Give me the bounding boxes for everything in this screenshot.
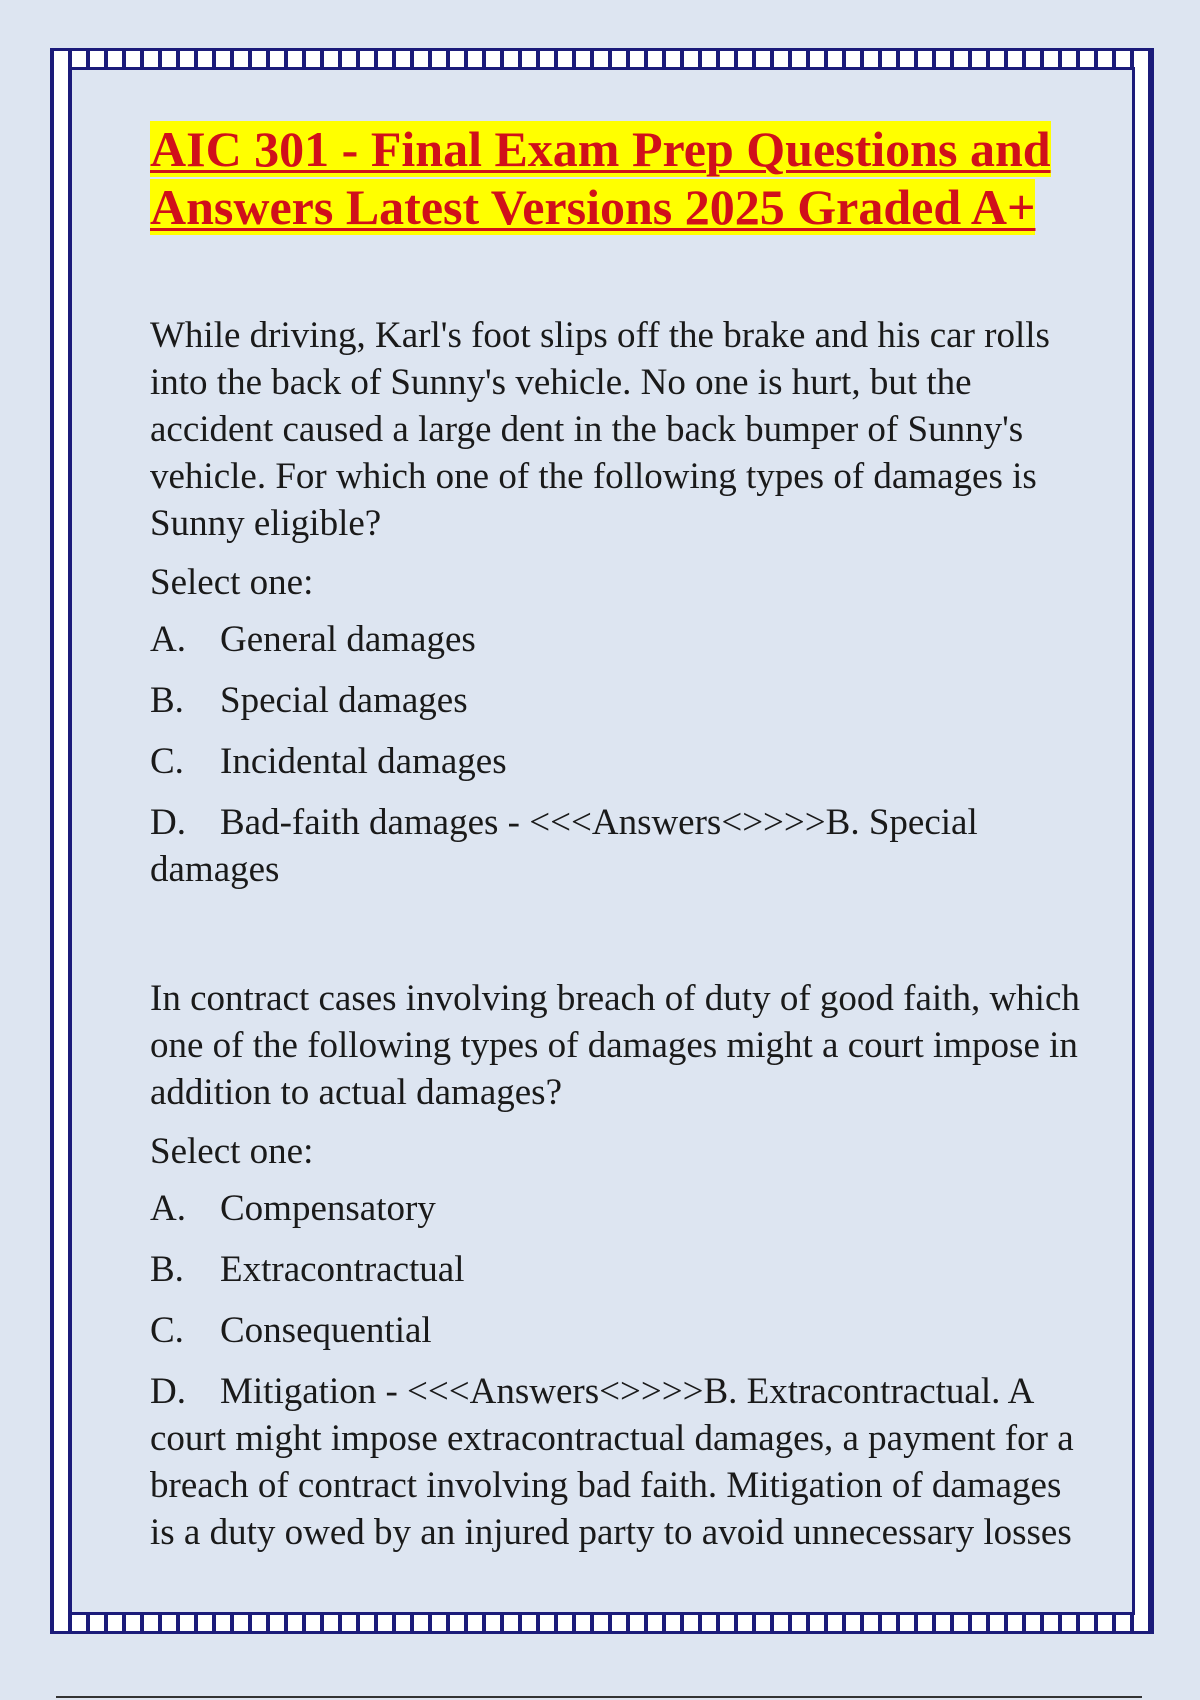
option-c (150, 738, 1080, 785)
question-block-2 (150, 975, 1080, 1556)
option-text: Compensatory (220, 1188, 436, 1229)
option-letter: D. (150, 802, 186, 843)
footer-divider (56, 1696, 1142, 1698)
option-b (150, 677, 1080, 724)
select-one-label: Select one: (150, 1131, 314, 1172)
option-letter: C. (150, 1310, 184, 1351)
option-letter: C. (150, 741, 184, 782)
option-a (150, 1185, 1080, 1232)
option-list (150, 1185, 1080, 1556)
option-text: Bad-faith damages - <<<Answers<>>>>B. Special damages (150, 802, 978, 890)
option-text: Mitigation - <<<Answers<>>>>B. Extracontractual. A court might impose extracontractual damages, a payment for a breach of contract involving bad faith. Mitigation of damages is a duty owed by an injured party to avoid unnecessary losses (150, 1371, 1074, 1553)
select-one-label: Select one: (150, 562, 314, 603)
option-letter: B. (150, 1249, 184, 1290)
option-letter: D. (150, 1371, 186, 1412)
option-b (150, 1246, 1080, 1293)
option-a (150, 616, 1080, 663)
document-title (150, 120, 1080, 236)
option-text: Incidental damages (220, 741, 507, 782)
option-text: Special damages (220, 680, 468, 721)
option-d (150, 799, 1080, 893)
document-content (150, 120, 1080, 1570)
document-title-text: AIC 301 - Final Exam Prep Questions and Answers Latest Versions 2025 Graded A+ (150, 121, 1051, 235)
option-text: General damages (220, 619, 476, 660)
option-letter: B. (150, 680, 184, 721)
option-letter: A. (150, 619, 186, 660)
option-d (150, 1368, 1080, 1556)
option-c (150, 1307, 1080, 1354)
option-letter: A. (150, 1188, 186, 1229)
question-text: While driving, Karl's foot slips off the brake and his car rolls into the back of Sunny's vehicle. No one is hurt, but the accident caused a large dent in the back bumper of Sunny's vehicle. For which one of the following types of damages is Sunny eligible? (150, 315, 1050, 544)
question-text: In contract cases involving breach of duty of good faith, which one of the following types of damages might a court impose in addition to actual damages? (150, 978, 1080, 1113)
option-text: Extracontractual (220, 1249, 465, 1290)
option-list (150, 616, 1080, 893)
question-block-1 (150, 312, 1080, 893)
page-frame (69, 67, 1135, 1615)
option-text: Consequential (220, 1310, 432, 1351)
